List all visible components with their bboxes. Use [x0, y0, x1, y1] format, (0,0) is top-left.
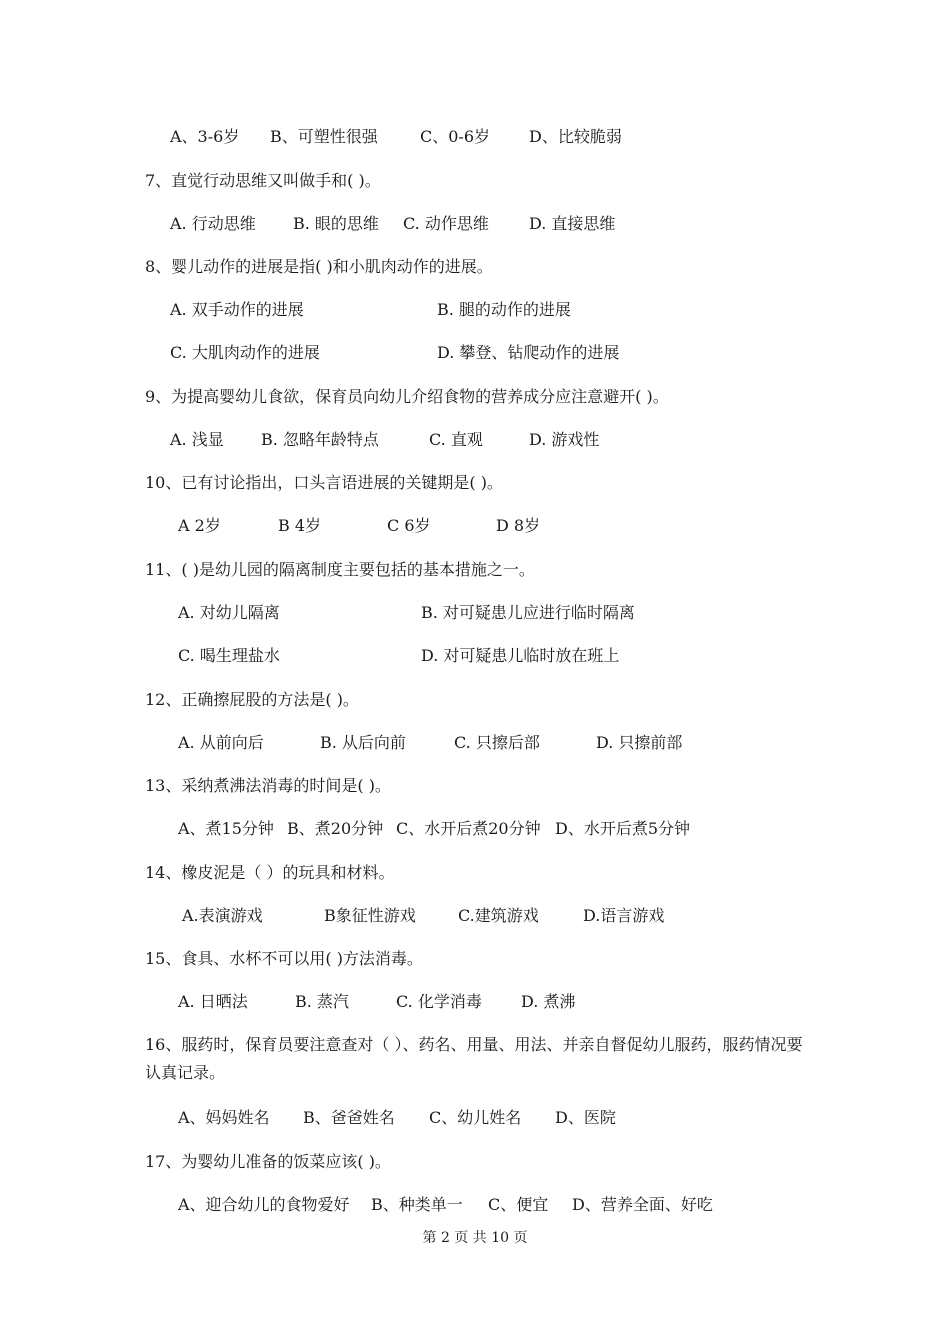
q9-option-d: D. 游戏性	[529, 430, 600, 449]
q15-option-b: B. 蒸汽	[295, 992, 349, 1011]
q16-option-b: B、爸爸姓名	[303, 1108, 395, 1127]
q16-option-c: C、幼儿姓名	[429, 1108, 522, 1127]
question-17: 17、为婴幼儿准备的饭菜应该( )。	[145, 1152, 391, 1171]
q10-option-d: D 8岁	[496, 516, 541, 535]
q9-option-b: B. 忽略年龄特点	[261, 430, 379, 449]
q7-option-d: D. 直接思维	[529, 214, 616, 233]
q14-option-d: D.语言游戏	[583, 906, 665, 925]
q17-option-c: C、便宜	[488, 1195, 549, 1214]
q14-option-b: B象征性游戏	[324, 906, 416, 925]
question-16: 16、服药时，保育员要注意查对（ ）、药名、用量、用法、并亲自督促幼儿服药，服药情况要认真记录。	[145, 1035, 803, 1082]
q13-option-c: C、水开后煮20分钟	[396, 819, 541, 838]
q16-option-d: D、医院	[555, 1108, 616, 1127]
q17-option-a: A、迎合幼儿的食物爱好	[178, 1195, 350, 1214]
q9-option-c: C. 直观	[429, 430, 483, 449]
q11-option-b: B. 对可疑患儿应进行临时隔离	[421, 603, 635, 622]
q8-option-a: A. 双手动作的进展	[170, 300, 304, 319]
question-9: 9、为提高婴幼儿食欲，保育员向幼儿介绍食物的营养成分应注意避开( )。	[145, 387, 669, 406]
q7-option-a: A. 行动思维	[170, 214, 256, 233]
q10-option-a: A 2岁	[178, 516, 221, 535]
q6-option-d: D、比较脆弱	[529, 127, 622, 146]
q10-option-c: C 6岁	[387, 516, 431, 535]
q13-option-d: D、水开后煮5分钟	[555, 819, 691, 838]
q6-option-a: A、3-6岁	[170, 127, 240, 146]
q11-option-d: D. 对可疑患儿临时放在班上	[421, 646, 620, 665]
q7-option-b: B. 眼的思维	[293, 214, 379, 233]
q12-option-b: B. 从后向前	[320, 733, 406, 752]
q17-option-b: B、种类单一	[371, 1195, 463, 1214]
question-15: 15、食具、水杯不可以用( )方法消毒。	[145, 949, 423, 968]
q15-option-a: A. 日晒法	[178, 992, 248, 1011]
q12-option-c: C. 只擦后部	[454, 733, 540, 752]
q8-option-d: D. 攀登、钻爬动作的进展	[437, 343, 620, 362]
q14-option-a: A.表演游戏	[182, 906, 263, 925]
question-10: 10、已有讨论指出，口头言语进展的关键期是( )。	[145, 473, 503, 492]
q13-option-a: A、煮15分钟	[178, 819, 274, 838]
q17-option-d: D、营养全面、好吃	[572, 1195, 713, 1214]
q8-option-c: C. 大肌肉动作的进展	[170, 343, 320, 362]
question-7: 7、直觉行动思维又叫做手和( )。	[145, 171, 381, 190]
q16-option-a: A、妈妈姓名	[178, 1108, 270, 1127]
question-12: 12、正确擦屁股的方法是( )。	[145, 690, 359, 709]
q11-option-a: A. 对幼儿隔离	[178, 603, 280, 622]
q11-option-c: C. 喝生理盐水	[178, 646, 280, 665]
q13-option-b: B、煮20分钟	[287, 819, 384, 838]
q9-option-a: A. 浅显	[170, 430, 224, 449]
question-8: 8、婴儿动作的进展是指( )和小肌肉动作的进展。	[145, 257, 493, 276]
q12-option-d: D. 只擦前部	[596, 733, 683, 752]
q8-option-b: B. 腿的动作的进展	[437, 300, 571, 319]
q7-option-c: C. 动作思维	[403, 214, 489, 233]
question-11: 11、( )是幼儿园的隔离制度主要包括的基本措施之一。	[145, 560, 535, 579]
page-number-footer: 第 2 页 共 10 页	[422, 1230, 528, 1246]
q15-option-d: D. 煮沸	[521, 992, 576, 1011]
q6-option-c: C、0-6岁	[420, 127, 491, 146]
q15-option-c: C. 化学消毒	[396, 992, 482, 1011]
question-14: 14、橡皮泥是（ ）的玩具和材料。	[145, 863, 395, 882]
question-13: 13、采纳煮沸法消毒的时间是( )。	[145, 776, 391, 795]
q10-option-b: B 4岁	[278, 516, 322, 535]
q6-option-b: B、可塑性很强	[270, 127, 378, 146]
q14-option-c: C.建筑游戏	[458, 906, 539, 925]
q12-option-a: A. 从前向后	[178, 733, 264, 752]
